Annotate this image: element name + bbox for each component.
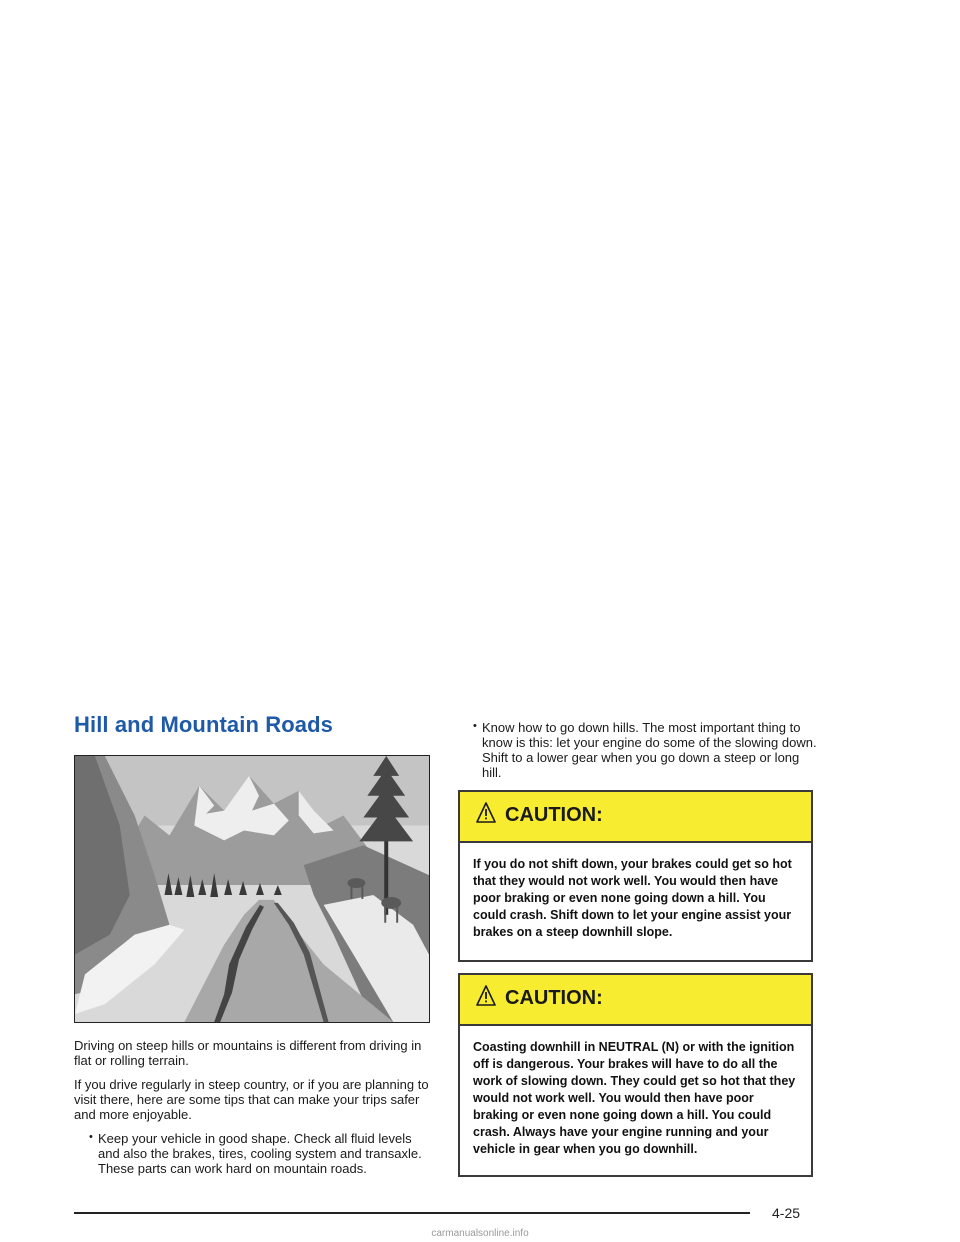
footer-rule [74,1212,750,1214]
caution-header [460,792,811,843]
mountain-road-illustration [74,755,430,1023]
warning-icon [476,802,496,824]
warning-icon [476,985,496,1007]
list-item [74,1131,436,1176]
caution-text: Coasting downhill in NEUTRAL (N) or with the ignition off is dangerous. Your brakes will have to do all the work of slowing down. They could get so hot that they would not work well. You would then have poor braking or even none going down a hill. You could crash. Always have your engine running and your vehicle in gear when you go downhill. [473,1040,796,1156]
right-column [458,720,820,789]
list-item [458,720,820,780]
bullet-text: Know how to go down hills. The most important thing to know is this: let your engine do some of the slowing down. Shift to a lower gear when you go down a steep or long hill. [482,720,817,780]
bullet-icon: • [89,1131,93,1143]
bullet-text: Keep your vehicle in good shape. Check all fluid levels and also the brakes, tires, cooling system and transaxle. These parts can work hard on mountain roads. [98,1131,422,1176]
page-number: 4-25 [772,1205,801,1221]
caution-header [460,975,811,1026]
left-column [74,1038,436,1185]
bullet-icon: • [473,720,477,732]
tips-paragraph: If you drive regularly in steep country, or if you are planning to visit there, here are some tips that can make your trips safer and more enjoyable. [74,1077,429,1122]
intro-paragraph: Driving on steep hills or mountains is different from driving in flat or rolling terrain. [74,1038,422,1068]
page-title: Hill and Mountain Roads [74,712,333,737]
caution-box [458,973,813,1177]
caution-text: If you do not shift down, your brakes could get so hot that they would not work well. You would then have poor braking or even none going down a hill. You could crash. Shift down to let your engine assist your brakes on a steep downhill slope. [473,857,792,939]
watermark: carmanualsonline.info [431,1228,529,1239]
caution-label: CAUTION: [505,804,603,826]
caution-box [458,790,813,962]
caution-label: CAUTION: [505,987,603,1009]
